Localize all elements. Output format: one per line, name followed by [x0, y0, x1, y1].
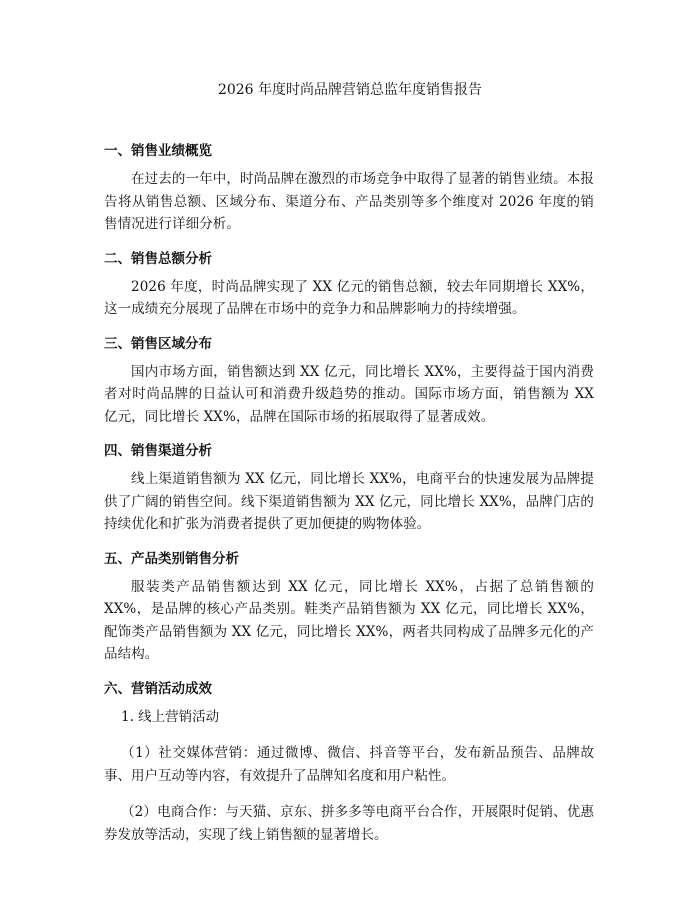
section-sales-overview [104, 140, 594, 236]
sub-heading: 1. 线上营销活动 [121, 708, 220, 725]
section-marketing-results [104, 678, 594, 847]
section-heading: 三、销售区域分布 [104, 335, 212, 352]
list-item: （1）社交媒体营销：通过微博、微信、抖音等平台，发布新品预告、品牌故事、用户互动等内容，有效提升了品牌知名度和用户粘性。 [104, 745, 594, 784]
document-body [104, 140, 594, 860]
section-paragraph: 2026 年度，时尚品牌实现了 XX 亿元的销售总额，较去年同期增长 XX%，这一成绩充分展现了品牌在市场中的竞争力和品牌影响力的持续增强。 [104, 278, 594, 317]
section-paragraph: 国内市场方面，销售额达到 XX 亿元，同比增长 XX%，主要得益于国内消费者对时尚品牌的日益认可和消费升级趋势的推动。国际市场方面，销售额为 XX 亿元，同比增长 XX%，品牌在国际市场的拓展取得了显著成效。 [104, 363, 594, 425]
section-heading: 一、销售业绩概览 [104, 143, 212, 159]
section-regional-distribution [104, 333, 594, 429]
section-heading: 六、营销活动成效 [104, 680, 212, 697]
section-paragraph: 服装类产品销售额达到 XX 亿元，同比增长 XX%，占据了总销售额的 XX%，是品牌的核心产品类别。鞋类产品销售额为 XX 亿元，同比增长 XX%，配饰类产品销售额为 XX 亿元，同比增长 XX%，两者共同构成了品牌多元化的产品结构。 [104, 578, 594, 662]
list-item: （2）电商合作：与天猫、京东、拼多多等电商平台合作，开展限时促销、优惠券发放等活动，实现了线上销售额的显著增长。 [104, 804, 594, 843]
section-product-category [104, 548, 594, 666]
section-heading: 二、销售总额分析 [104, 250, 212, 267]
section-total-sales [104, 248, 594, 321]
document-title: 2026 年度时尚品牌营销总监年度销售报告 [217, 82, 483, 98]
section-heading: 五、产品类别销售分析 [104, 550, 239, 567]
section-channel-analysis [104, 440, 594, 536]
section-paragraph: 线上渠道销售额为 XX 亿元，同比增长 XX%，电商平台的快速发展为品牌提供了广阔的销售空间。线下渠道销售额为 XX 亿元，同比增长 XX%，品牌门店的持续优化和扩张为消费者提供了更加便捷的购物体验。 [104, 471, 594, 532]
section-paragraph: 在过去的一年中，时尚品牌在激烈的市场竞争中取得了显著的销售业绩。本报告将从销售总额、区域分布、渠道分布、产品类别等多个维度对 2026 年度的销售情况进行详细分析。 [104, 171, 594, 232]
section-heading: 四、销售渠道分析 [104, 443, 212, 459]
